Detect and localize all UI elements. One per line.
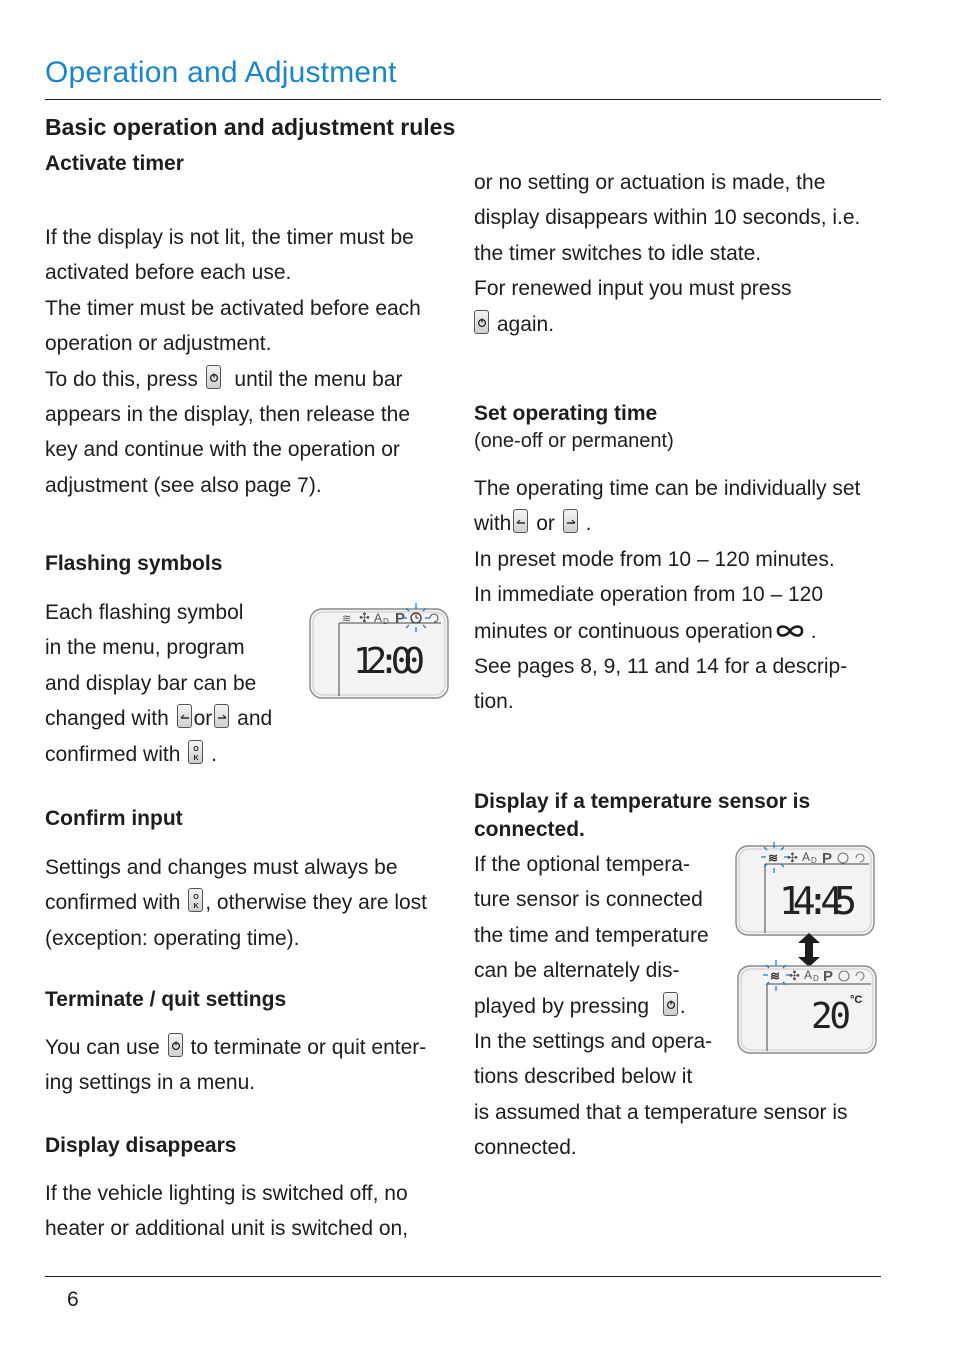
footer-divider (45, 1276, 881, 1277)
text-line: The operating time can be individually set (474, 477, 861, 500)
svg-text:A: A (802, 850, 811, 864)
svg-text:O: O (193, 894, 199, 902)
svg-text:A: A (804, 968, 813, 982)
text-line: with or . (474, 506, 894, 541)
confirm-input-heading: Confirm input (45, 807, 183, 830)
svg-text:P: P (395, 610, 406, 627)
svg-text:12:00: 12:00 (353, 641, 425, 682)
text-line: See pages 8, 9, 11 and 14 for a descrip- (474, 655, 848, 679)
minus-key-icon (177, 704, 192, 728)
confirm-input-text (45, 850, 465, 956)
text-line: If the vehicle lighting is switched off, no (45, 1182, 408, 1205)
svg-text:A: A (374, 611, 383, 625)
activate-timer-heading: Activate timer (45, 152, 184, 175)
text-line: activated before each use. (45, 261, 292, 285)
heading-line: Display if a temperature sensor is (474, 790, 811, 813)
text-line: appears in the display, then release the (45, 403, 411, 427)
text-line: If the display is not lit, the timer must be (45, 226, 414, 249)
power-key-icon (663, 992, 678, 1016)
heater-icon: ≋ (342, 613, 352, 625)
power-key-icon (168, 1033, 183, 1057)
text-line: again. (474, 307, 894, 342)
text-line: played by pressing . (474, 989, 894, 1024)
plus-key-icon (563, 509, 578, 533)
text-line: or no setting or actuation is made, the (474, 171, 826, 194)
ok-key-icon (188, 888, 203, 912)
fan-icon: ✣ (789, 969, 800, 984)
text-line: tions described below it (474, 1065, 693, 1089)
text-line: In immediate operation from 10 – 120 (474, 583, 824, 607)
activate-timer-text (45, 220, 465, 503)
text-line: The timer must be activated before each (45, 296, 421, 320)
text-line: is assumed that a temperature sensor is (474, 1100, 848, 1124)
text-line: key and continue with the operation or (45, 438, 400, 462)
text-line: adjustment (see also page 7). (45, 473, 322, 497)
temperature-display-illustration (737, 958, 879, 1063)
fan-icon: ✣ (787, 851, 798, 866)
infinity-icon (775, 613, 805, 648)
text-line: connected. (474, 1136, 577, 1160)
svg-text:D: D (813, 974, 819, 983)
flashing-symbols-heading: Flashing symbols (45, 552, 223, 575)
set-operating-time-heading: Set operating time (474, 402, 658, 425)
text-line: heater or additional unit is switched on, (45, 1217, 409, 1241)
power-key-icon (474, 310, 489, 334)
plus-key-icon (214, 704, 229, 728)
svg-text:°C: °C (850, 994, 863, 1006)
heading-line: connected. (474, 818, 585, 841)
timer-display-illustration (309, 601, 451, 706)
svg-text:P: P (822, 850, 833, 867)
text-line: For renewed input you must press (474, 277, 792, 301)
text-line: in the menu, program (45, 636, 245, 660)
text-line: confirmed with O K , otherwise they are lost (45, 885, 465, 920)
heater-icon: ≋ (770, 969, 781, 983)
svg-text:P: P (823, 968, 834, 985)
text-line: (exception: operating time). (45, 926, 300, 950)
page-title: Operation and Adjustment (45, 56, 397, 89)
svg-text:D: D (811, 856, 817, 865)
svg-text:D: D (383, 617, 389, 626)
text-line: changed with or and (45, 701, 325, 736)
time-display-illustration (735, 840, 877, 945)
fan-icon: ✣ (359, 611, 370, 626)
text-line: and display bar can be (45, 671, 257, 695)
flashing-symbols-text (45, 595, 325, 772)
set-operating-time-subtitle: (one-off or permanent) (474, 430, 674, 452)
terminate-heading: Terminate / quit settings (45, 988, 287, 1011)
svg-text:O: O (193, 745, 199, 753)
text-line: can be alternately dis- (474, 959, 680, 983)
svg-text:K: K (193, 903, 199, 911)
text-line: If the optional tempera- (474, 853, 690, 876)
text-line: Each flashing symbol (45, 601, 244, 624)
display-disappears-heading: Display disappears (45, 1134, 237, 1157)
svg-text:14:45: 14:45 (779, 879, 857, 923)
text-line: operation or adjustment. (45, 332, 272, 356)
power-key-icon (206, 365, 221, 389)
terminate-text (45, 1030, 465, 1101)
text-line: ture sensor is connected (474, 888, 703, 912)
display-disappears-text (45, 1176, 465, 1247)
temperature-sensor-heading (474, 788, 894, 844)
text-line: the timer switches to idle state. (474, 241, 762, 265)
text-line: In preset mode from 10 – 120 minutes. (474, 547, 835, 571)
text-line: In the settings and opera- (474, 1030, 713, 1054)
minus-key-icon (513, 509, 528, 533)
text-line: minutes or continuous operation . (474, 613, 894, 649)
svg-text:K: K (193, 754, 199, 762)
text-line: the time and temperature (474, 923, 709, 947)
text-line: tion. (474, 690, 514, 714)
text-line: ing settings in a menu. (45, 1071, 256, 1095)
text-line: Settings and changes must always be (45, 856, 398, 879)
text-line: display disappears within 10 seconds, i.e. (474, 206, 861, 230)
heater-icon: ≋ (768, 851, 779, 865)
title-divider (45, 99, 881, 100)
display-disappears-continued (474, 165, 894, 342)
set-operating-time-text (474, 471, 894, 720)
text-line: To do this, press until the menu bar (45, 362, 465, 397)
svg-text:20: 20 (811, 996, 851, 1037)
ok-key-icon (188, 740, 203, 764)
text-line: You can use to terminate or quit enter- (45, 1030, 465, 1065)
section-heading: Basic operation and adjustment rules (45, 114, 456, 140)
page-number: 6 (67, 1288, 79, 1311)
text-line: confirmed with O K . (45, 737, 325, 772)
